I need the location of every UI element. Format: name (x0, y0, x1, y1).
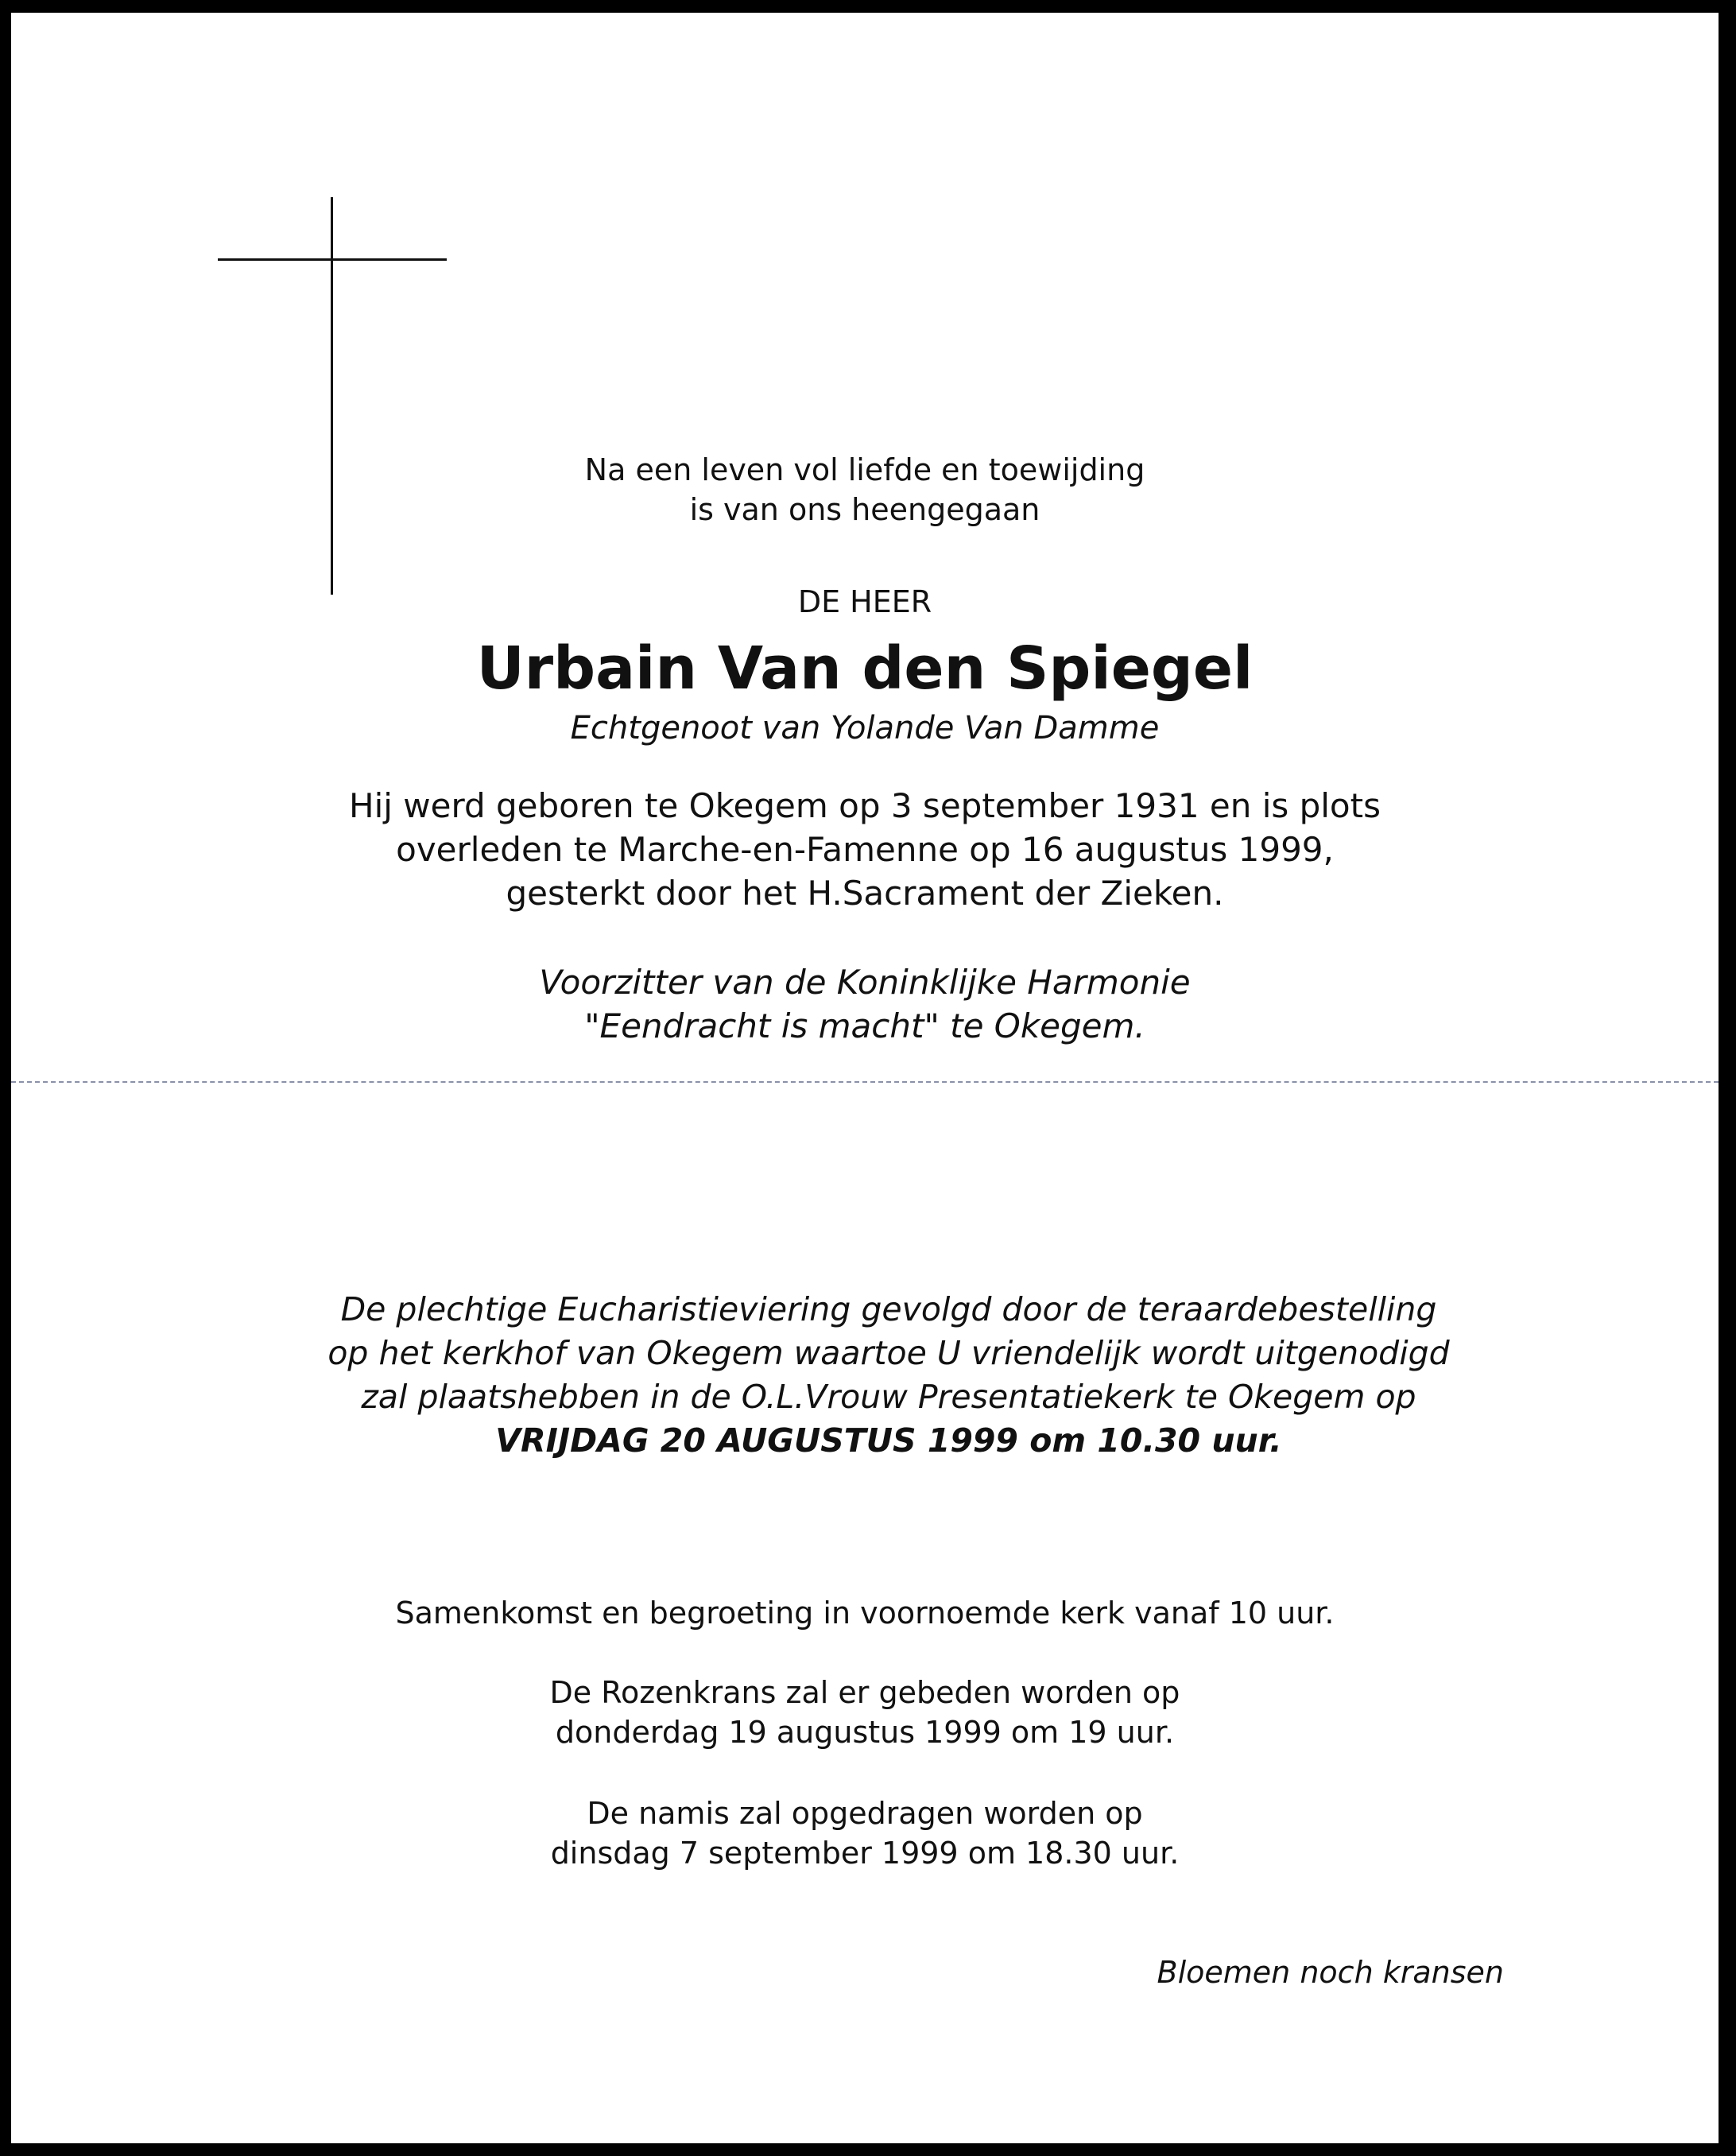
mass-line-2: dinsdag 7 september 1999 om 18.30 uur. (550, 1836, 1180, 1871)
honorific: DE HEER (797, 584, 932, 619)
service-announcement (35, 1288, 1736, 1463)
memorial-card (11, 13, 1719, 2143)
life-line-3: gesterkt door het H.Sacrament der Zieken. (506, 874, 1224, 913)
intro-line-2: is van ons heengegaan (689, 492, 1040, 527)
mass-line-1: De namis zal opgedragen worden op (587, 1796, 1143, 1831)
life-line-1: Hij werd geboren te Okegem op 3 september 1931 en is plots (349, 786, 1381, 825)
mass-note (11, 1793, 1719, 1873)
role-line-1: Voorzitter van de Koninklijke Harmonie (539, 963, 1191, 1002)
role-text (11, 960, 1719, 1048)
service-line-3: zal plaatshebben in de O.L.Vrouw Presentatiekerk te Okegem op (361, 1378, 1416, 1416)
deceased-name: Urbain Van den Spiegel (476, 634, 1254, 703)
rosary-line-2: donderdag 19 augustus 1999 om 19 uur. (555, 1715, 1175, 1750)
service-line-1: De plechtige Eucharistieviering gevolgd door de teraardebestelling (340, 1290, 1437, 1328)
spouse-line: Echtgenoot van Yolande Van Damme (570, 710, 1160, 746)
intro-line-1: Na een leven vol liefde en toewijding (584, 452, 1145, 487)
life-details (11, 784, 1719, 915)
intro-text (11, 450, 1719, 529)
cross-vertical-bar (331, 197, 333, 595)
service-date: VRIJDAG 20 AUGUSTUS 1999 om 10.30 uur. (495, 1421, 1282, 1460)
gathering-note: Samenkomst en begroeting in voornoemde kerk vanaf 10 uur. (395, 1596, 1335, 1631)
fold-divider (11, 1081, 1719, 1083)
rosary-line-1: De Rozenkrans zal er gebeden worden op (549, 1675, 1180, 1710)
life-line-2: overleden te Marche-en-Famenne op 16 augustus 1999, (396, 830, 1334, 869)
service-line-2: op het kerkhof van Okegem waartoe U vriendelijk wordt uitgenodigd (327, 1334, 1450, 1372)
role-line-2: "Eendracht is macht" te Okegem. (584, 1006, 1145, 1045)
flowers-note: Bloemen noch kransen (1157, 1955, 1504, 1990)
rosary-note (11, 1673, 1719, 1752)
cross-horizontal-bar (218, 258, 447, 261)
